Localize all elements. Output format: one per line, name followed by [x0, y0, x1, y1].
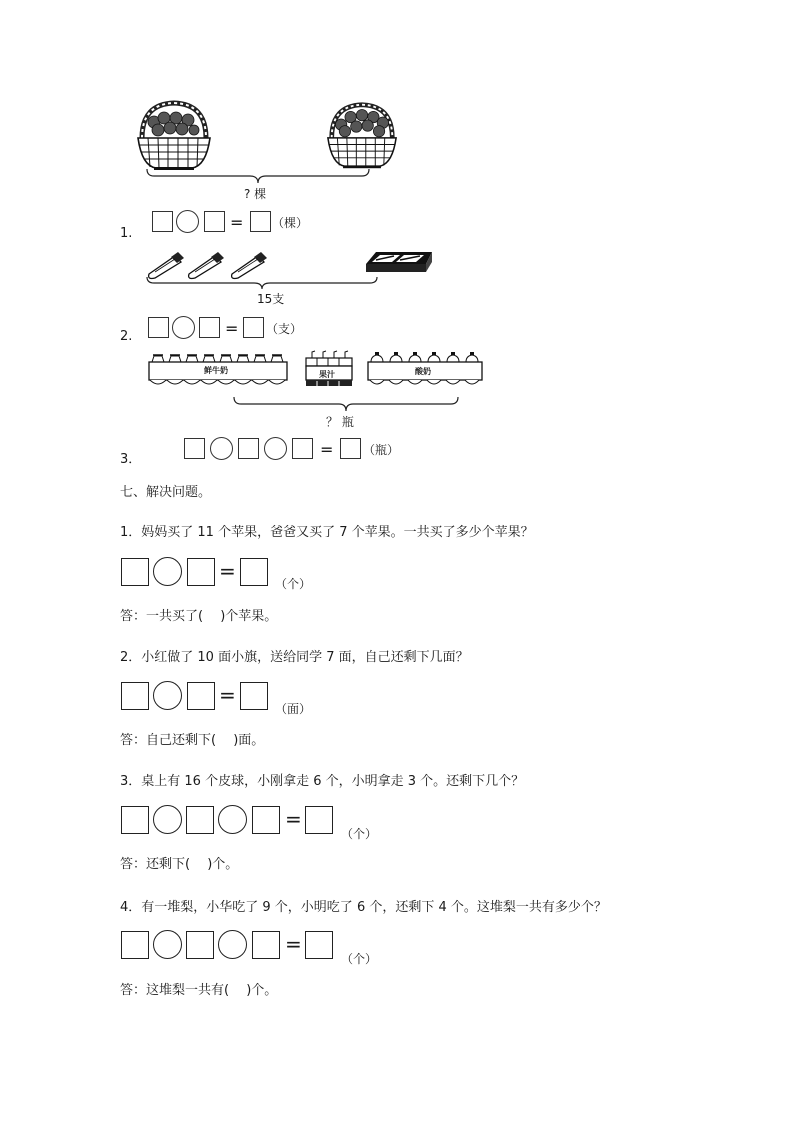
operator-circle[interactable] — [176, 210, 199, 233]
equals-sign: = — [219, 683, 236, 707]
unit-label: （个） — [275, 577, 312, 591]
operator-circle[interactable] — [153, 557, 182, 586]
answer-box[interactable] — [240, 558, 268, 586]
answer-box[interactable] — [204, 211, 225, 232]
answer-box[interactable] — [305, 806, 333, 834]
answer-box[interactable] — [243, 317, 264, 338]
question-text: 1．妈妈买了 11 个苹果，爸爸又买了 7 个苹果。一共买了多少个苹果？ — [120, 525, 534, 540]
answer-line: 答：这堆梨一共有( )个。 — [120, 983, 278, 998]
answer-box[interactable] — [250, 211, 271, 232]
equals-sign: = — [320, 440, 334, 459]
operator-circle[interactable] — [153, 681, 182, 710]
equals-sign: = — [225, 319, 239, 338]
equals-sign: = — [219, 559, 236, 583]
answer-box[interactable] — [121, 806, 149, 834]
operator-circle[interactable] — [172, 316, 195, 339]
equals-sign: = — [285, 807, 302, 831]
answer-box[interactable] — [148, 317, 169, 338]
answer-box[interactable] — [187, 682, 215, 710]
answer-box[interactable] — [252, 806, 280, 834]
yogurt-bottles-group — [367, 350, 483, 388]
basket-of-trees-icon — [326, 100, 398, 172]
answer-box[interactable] — [186, 931, 214, 959]
answer-box[interactable] — [305, 931, 333, 959]
question-text: 3．桌上有 16 个皮球，小刚拿走 6 个，小明拿走 3 个。还剩下几个？ — [120, 774, 525, 789]
unit-label: （个） — [341, 827, 378, 841]
operator-circle[interactable] — [218, 930, 247, 959]
bottle-label: 酸奶 — [415, 367, 431, 376]
brace-label: 15支 — [257, 292, 285, 306]
equals-sign: = — [230, 213, 244, 232]
question-text: 4．有一堆梨，小华吃了 9 个，小明吃了 6 个，还剩下 4 个。这堆梨一共有多少个？ — [120, 900, 607, 915]
operator-circle[interactable] — [153, 805, 182, 834]
pen-box-icon — [364, 250, 434, 274]
answer-box[interactable] — [186, 806, 214, 834]
basket-of-trees-icon — [136, 100, 212, 172]
unit-label: （个） — [341, 952, 378, 966]
bottle-label: 果汁 — [319, 370, 335, 379]
answer-box[interactable] — [187, 558, 215, 586]
problem-number: 2. — [120, 329, 133, 344]
unit-label: （面） — [275, 702, 312, 716]
answer-box[interactable] — [252, 931, 280, 959]
answer-box[interactable] — [184, 438, 205, 459]
operator-circle[interactable] — [264, 437, 287, 460]
answer-box[interactable] — [340, 438, 361, 459]
answer-box[interactable] — [238, 438, 259, 459]
brace — [233, 396, 459, 412]
unit-label: （瓶） — [363, 443, 400, 457]
answer-line: 答：还剩下( )个。 — [120, 857, 239, 872]
milk-bottles-group — [148, 352, 288, 388]
problem-number: 1. — [120, 226, 133, 241]
problem-number: 3． — [120, 452, 142, 467]
brace-label: ？ 瓶 — [326, 415, 354, 429]
answer-box[interactable] — [121, 682, 149, 710]
answer-box[interactable] — [121, 558, 149, 586]
question-text: 2．小红做了 10 面小旗，送给同学 7 面，自己还剩下几面？ — [120, 650, 469, 665]
answer-box[interactable] — [199, 317, 220, 338]
answer-box[interactable] — [121, 931, 149, 959]
answer-box[interactable] — [152, 211, 173, 232]
unit-label: （支） — [266, 322, 303, 336]
bottle-label: 鲜牛奶 — [204, 366, 228, 375]
section-title: 七、解决问题。 — [120, 485, 212, 500]
brace — [146, 168, 370, 184]
answer-line: 答：自己还剩下( )面。 — [120, 733, 265, 748]
operator-circle[interactable] — [218, 805, 247, 834]
answer-line: 答：一共买了( )个苹果。 — [120, 609, 278, 624]
answer-box[interactable] — [292, 438, 313, 459]
operator-circle[interactable] — [210, 437, 233, 460]
unit-label: （棵） — [272, 216, 309, 230]
answer-box[interactable] — [240, 682, 268, 710]
equals-sign: = — [285, 932, 302, 956]
operator-circle[interactable] — [153, 930, 182, 959]
brace-label: ? 棵 — [244, 187, 267, 201]
juice-bottles-group — [304, 350, 354, 388]
brace — [146, 276, 378, 290]
